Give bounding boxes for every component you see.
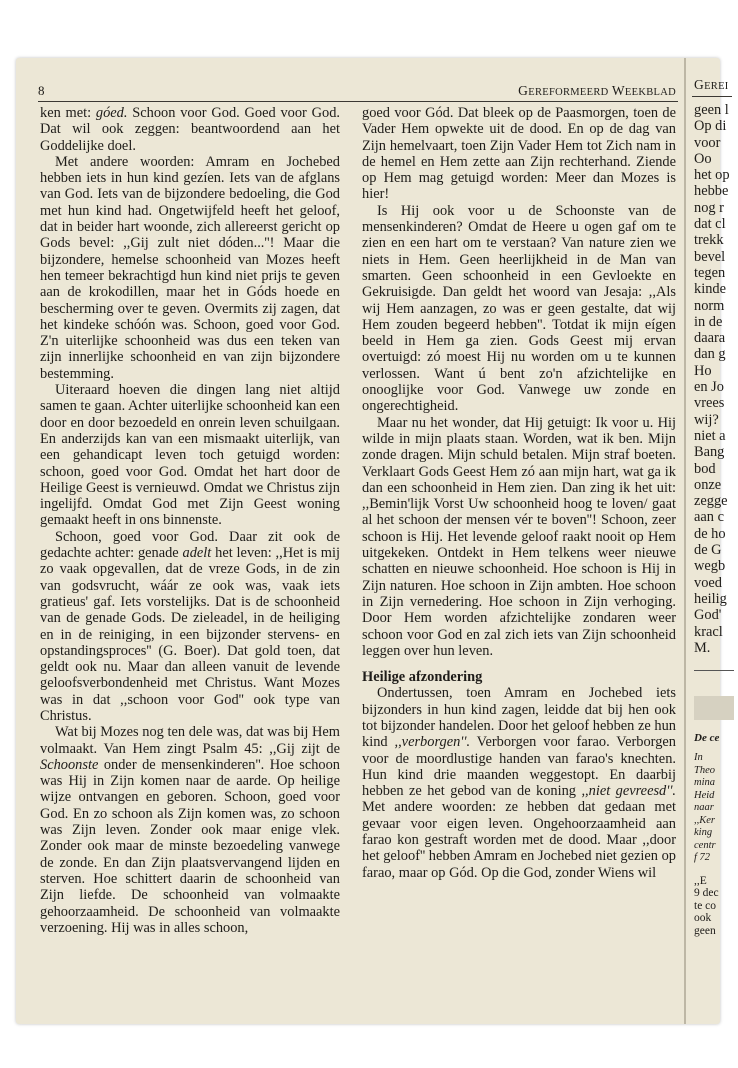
- small-caps-rest: EREFORMEERD: [528, 87, 609, 98]
- newspaper-page: [16, 58, 730, 1024]
- cropped-line: Bang: [694, 444, 725, 461]
- cropped-line: en Jo: [694, 379, 724, 396]
- small-caps-rest: EREI: [704, 81, 729, 92]
- cropped-line: norm: [694, 297, 725, 314]
- cropped-line: voor: [694, 134, 721, 151]
- italic-text: góed.: [95, 105, 128, 121]
- cropped-line: de G: [694, 542, 722, 559]
- cropped-grey-box: [694, 696, 734, 720]
- cropped-line: Op di: [694, 118, 727, 135]
- page-gutter: [684, 58, 686, 1024]
- cropped-line: mina: [694, 777, 715, 789]
- text-run: Met andere woorden: ze hebben dat gedaan met gevaar voor eigen leven. Ongehoorzaamheid aan farao kon gestraft worden met de dood. Maar ,,door het geloof'' hebben Amram en Jochebed niet gezien op farao, maar op Gód. Op die God, zonder Wiens wil: [362, 799, 676, 881]
- cropped-line: trekk: [694, 232, 724, 249]
- cropped-line: niet a: [694, 427, 726, 444]
- cropped-line: bod: [694, 460, 716, 477]
- page-number: 8: [38, 83, 45, 98]
- cropped-line: Heid: [694, 789, 715, 801]
- cropped-line: Theo: [694, 764, 715, 776]
- next-page-running-head: [694, 77, 729, 93]
- cropped-line: centr: [694, 839, 716, 851]
- cropped-line: daara: [694, 330, 726, 347]
- article-column-2: [362, 105, 676, 881]
- cropped-line: king: [694, 827, 713, 839]
- cropped-line: f 72: [694, 852, 711, 864]
- cropped-footer-block: [694, 875, 734, 938]
- paragraph: [362, 685, 676, 881]
- paragraph: Met andere woorden: Amram en Jochebed hebben iets in hun kind gezíen. Iets van de afglans van God. Iets van de bijzondere bedoeling, die God met hun kind had. Ongetwijfeld heeft het geloof, dat in beider hart woonde, zich allereerst gericht op Gods bevel: ,,Gij zult niet dóden...''! Maar die bijzondere, hemelse schoonheid van Mozes heeft hen temeer bekrachtigd hun kind niet prijs te geven aan de krokodillen, maar het in Góds hoede en bescherming over te geven. Overmits zij zagen, dat het kindeke schóón was. Schoon, goed voor God. Z'n uiterlijke schoonheid was dus een teken van zijn innerlijke schoonheid en van zijn bijzondere bestemming.: [40, 153, 340, 382]
- small-caps-initial: G: [694, 77, 705, 92]
- text-run: Ondertussen, toen Amram en Jochebed iets bijzonders in hun kind zagen, leidde dat bij hen ook tot bijzonder handelen. Door het geloof hebben ze hun kind: [362, 685, 676, 751]
- cropped-line: dan g: [694, 346, 726, 363]
- cropped-line: bevel: [694, 248, 726, 265]
- paragraph: Uiteraard hoeven die dingen lang niet altijd samen te gaan. Achter uiterlijke schoonheid kan een door en door bezoedeld en onrein leven schuilgaan. En anderzijds kan van een mismaakt uiterlijk, van een gehandicapt leven toch getuigd worden: schoon, goed voor God. Omdat het hart door de Heilige Geest is vernieuwd. Omdat we Christus zijn ingelijfd. Omdat God met Zijn Geest woning gemaakt heeft in ons binnenste.: [40, 382, 340, 529]
- section-heading: Heilige afzondering: [362, 669, 483, 686]
- cropped-line: kinde: [694, 281, 726, 298]
- paragraph: Is Hij ook voor u de Schoonste van de mensenkinderen? Omdat de Heere u ogen gaf om te zien en een hart om te verstaan? Van nature zien we niets in Hem. Geen heerlijkheid in de Man van smarten. Geen schoonheid in een Gevloekte en Gekruisigde. Dan geldt het woord van Jesaja: ,,Als wij Hem aanzagen, zo was er geen gestalte, dat wij Hem zouden begeerd hebben''. Totdat ik mijn eígen beeld in Hem ga zien. Gods Geest mij ervan overtuigd: zó moest Hij nu worden om u te kunnen verlossen. Want ú bent zo'n afzichtelijke en onooglijke voor God. Vanwege uw zonde en ongerechtigheid.: [362, 202, 676, 415]
- text-run: Schoon voor God. Goed voor God. Dat wil ook zeggen: beantwoordend aan het Goddelijke doel.: [40, 105, 340, 154]
- header-rule: [38, 101, 678, 102]
- italic-text: Schoonste: [40, 756, 99, 773]
- next-page-cropped-column: [694, 102, 734, 937]
- text-run: Schoon, goed voor God. Daar zit ook de gedachte achter: genade: [40, 528, 340, 562]
- cropped-line: onze: [694, 476, 722, 493]
- cropped-line: nog r: [694, 199, 724, 216]
- italic-text: adelt: [182, 545, 212, 562]
- article-column-1: [40, 105, 340, 936]
- cropped-line: ,,E: [694, 874, 707, 887]
- cropped-line: God': [694, 607, 722, 624]
- cropped-line: heilig: [694, 590, 727, 607]
- paragraph: Maar nu het wonder, dat Hij getuigt: Ik voor u. Hij wilde in mijn plaats staan. Worden, wat ik ben. Mijn zonde dragen. Mijn schuld betalen. Mijn straf boeten. Verklaart Gods Geest Hem zó aan mijn hart, wat ga ik dan een schoonheid in Hem zien. Dan zing ik het uit: ,,Bemin'lijk Vorst Uw schoonheid hoog te loven/ gaat al het schoon der mensen vér te boven''! Schoon, zeer schoon is Hij. Het levende geloof raakt nooit op Hem uitgekeken. Ontdekt in Hem telkens weer nieuwe schatten en nieuwe schoonheid. Hoe schoon is Hij in Zijn naturen. Hoe schoon in Zijn ambten. Hoe schoon in Zijn vernedering. Hoe schoon in Zijn verhoging. Door Hem worden afzichtelijke zondaren weer schoon voor God en zal zich iets van Zijn schoonheid leggen over hun leven.: [362, 414, 676, 659]
- cropped-line: vrees: [694, 395, 725, 412]
- italic-text: ,,verborgen''.: [394, 734, 471, 751]
- paragraph: goed voor Gód. Dat bleek op de Paasmorgen, toen de Vader Hem opwekte uit de dood. En op de dag van Zijn hemelvaart, toen Zijn Vader Hem tot Zich nam in de hemel en Hem zette aan Zijn rechterhand. Ziende op Hem mag getuigd worden: Meer dan Mozes is hier!: [362, 105, 676, 203]
- next-page-running-head-text: [694, 78, 729, 92]
- cropped-line: naar: [694, 802, 714, 814]
- cropped-line: dat cl: [694, 216, 726, 233]
- cropped-rule: [694, 656, 734, 696]
- next-page-header-rule: [692, 96, 732, 97]
- cropped-line: tegen: [694, 264, 726, 281]
- cropped-line: In: [694, 752, 703, 764]
- cropped-line: in de: [694, 313, 723, 330]
- small-caps-rest: EEKBLAD: [624, 87, 676, 98]
- cropped-line: wegb: [694, 558, 726, 575]
- paragraph: [40, 724, 340, 936]
- cropped-line: Oo: [694, 150, 712, 167]
- cropped-line: wij?: [694, 411, 719, 428]
- paragraph: [40, 529, 340, 725]
- cropped-line: M.: [694, 639, 711, 656]
- text-run: het leven: ,,Het is mij zo vaak opgevallen, dat de vreze Gods, in de zin van godsvrucht, wáár ze ook was, vaak iets gratieus' gaf. Iets vorstelijks. Dat is de schoonheid van de genade Gods. De zieleadel, in de heiliging en in de reiniging, in een bijzonder stervens- en opstandingsproces'' (G. Boer). Dat gold toen, dat geldt ook nu. Maar dan alleen vanuit de levende geloofsverbondenheid met Christus. Want Mozes was in dat ,,schoon voor God'' ook type van Christus.: [40, 545, 340, 724]
- cropped-line: hebbe: [694, 183, 729, 200]
- text-run: Wat bij Mozes nog ten dele was, dat was bij Hem volmaakt. Van Hem zingt Psalm 45: ,,Gij zijt de: [40, 724, 340, 757]
- cropped-line: geen l: [694, 102, 729, 118]
- text-run: onder de mensenkinderen''. Hoe schoon was Hij in Zijn komen naar de aarde. Op heilige wijze ontvangen en geboren. Schoon, goed voor God. En zo schoon als Zijn komen was, zo schoon was Zijn leven. Zonder ook maar enige vlek. Zonder ook maar de minste bezoedeling vanwege de zonde. En dan Zijn plaatsvervangend lijden en sterven. Hoe schittert daarin de schoonheid van Zijn liefde. De schoonheid van volmaakte gehoorzaamheid. De schoonheid van volmaakte verzoening. Hij was in alles schoon,: [40, 756, 340, 936]
- cropped-line: voed: [694, 574, 722, 591]
- cropped-line: aan c: [694, 509, 724, 526]
- italic-text: ,,niet gevreesd''.: [581, 783, 677, 800]
- running-head: [488, 83, 676, 99]
- cropped-line: het op: [694, 167, 730, 184]
- running-head-text: [518, 84, 676, 98]
- cropped-line: ,,Ker: [694, 814, 715, 826]
- small-caps-initial: G: [518, 83, 529, 98]
- cropped-line: kracl: [694, 623, 723, 640]
- text-run: ken met:: [40, 105, 96, 121]
- cropped-heading: De ce: [694, 732, 720, 745]
- cropped-line: de ho: [694, 525, 726, 542]
- cropped-line: zegge: [694, 493, 728, 510]
- text-run: Verborgen voor farao. Verborgen voor de moordlustige handen van farao's knechten. Hun kind drie maanden weggestopt. En daarbij hebben ze het gebod van de koning: [362, 734, 676, 800]
- cropped-notice-block: [694, 752, 734, 865]
- cropped-text-block: [694, 102, 734, 656]
- small-caps-initial: W: [611, 83, 625, 98]
- cropped-line: 9 dec: [694, 887, 719, 900]
- paragraph: [40, 105, 340, 154]
- cropped-line: Ho: [694, 362, 712, 379]
- cropped-line: ook: [694, 912, 712, 925]
- cropped-line: te co: [694, 899, 717, 912]
- cropped-line: geen: [694, 924, 716, 937]
